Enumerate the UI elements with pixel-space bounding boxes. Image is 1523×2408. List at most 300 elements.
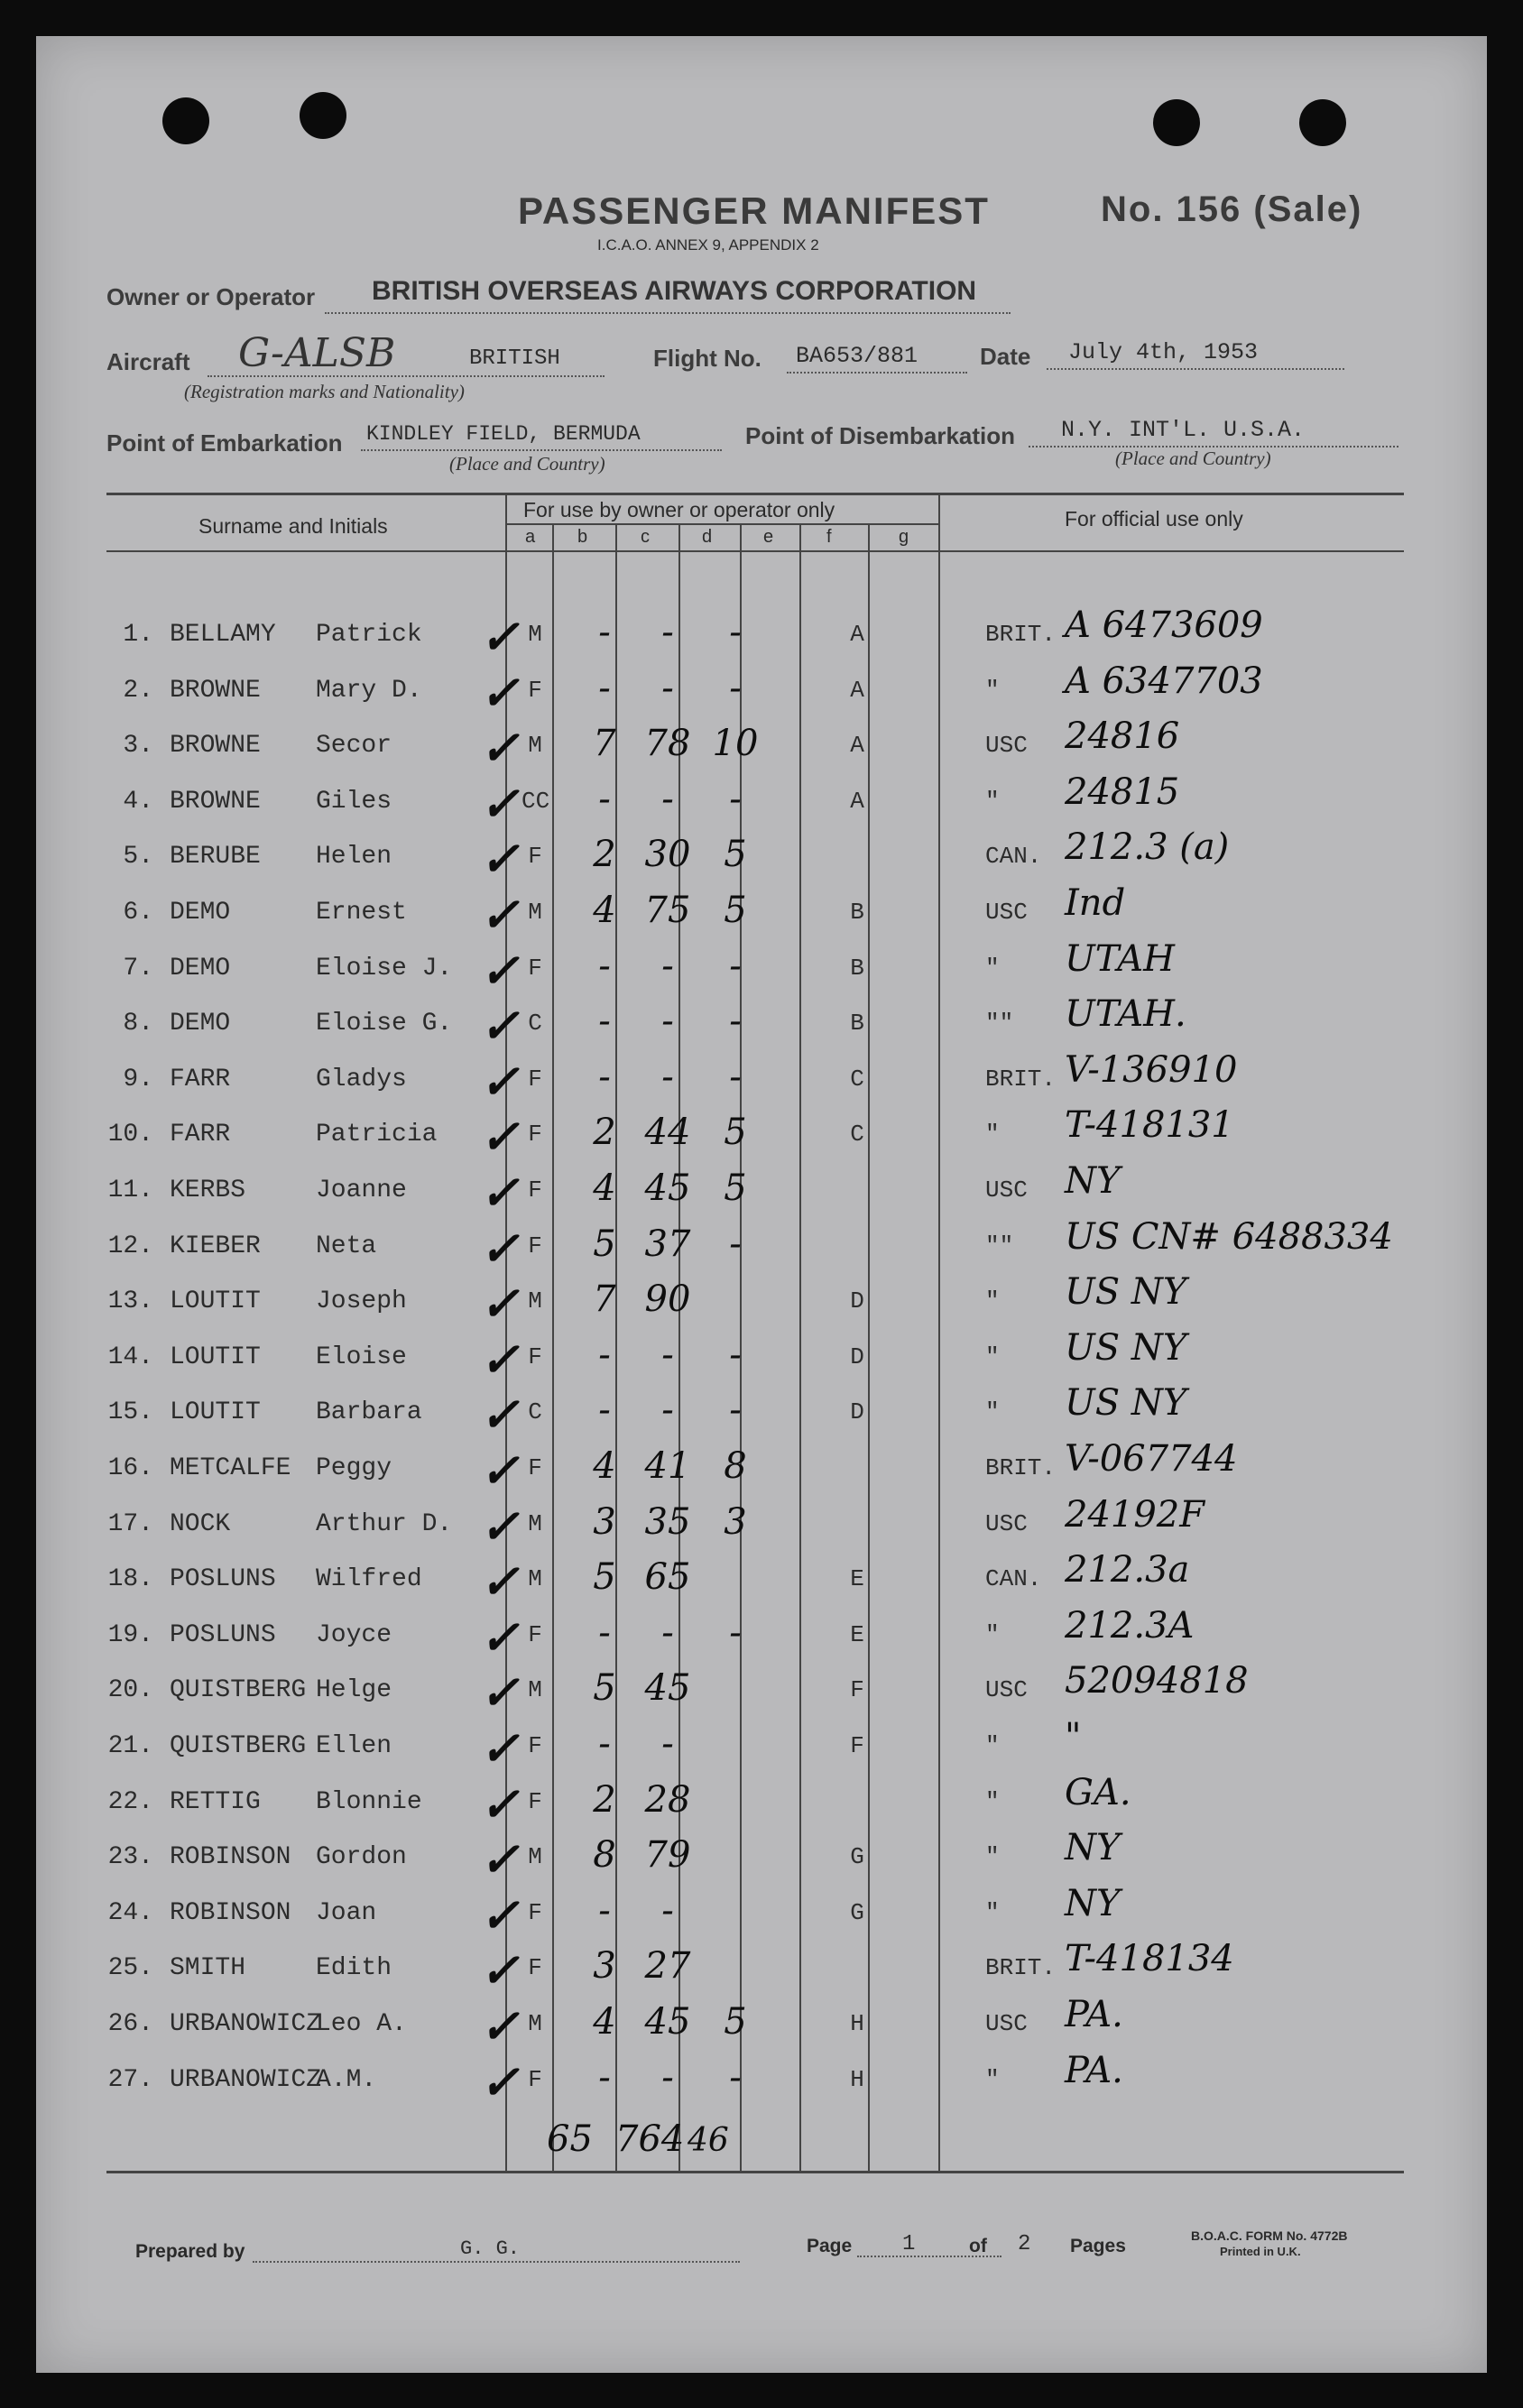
- subcol-g: g: [899, 527, 909, 547]
- passenger-initials: Mary D.: [316, 676, 422, 705]
- col-d-value: -: [729, 1222, 742, 1265]
- check-mark: ✓: [480, 1665, 520, 1721]
- col-b-value: -: [598, 1723, 611, 1765]
- official-typed-entry: ": [985, 954, 1000, 982]
- col-c-value: -: [661, 945, 674, 987]
- col-a-sex: M: [528, 1676, 542, 1704]
- col-c-value: -: [661, 1611, 674, 1654]
- col-f-group: B: [850, 954, 864, 982]
- passenger-initials: Neta: [316, 1232, 377, 1260]
- table-row: [36, 1660, 1487, 1732]
- passenger-surname: SMITH: [170, 1954, 246, 1983]
- official-typed-entry: ": [985, 1121, 1000, 1149]
- official-handwritten-entry: NY: [1065, 1882, 1121, 1924]
- col-f-group: H: [850, 2065, 864, 2093]
- check-mark: ✓: [480, 1721, 520, 1776]
- col-d-value: -: [729, 1389, 742, 1432]
- col-c-value: -: [661, 1389, 674, 1432]
- date-label: Date: [980, 343, 1031, 370]
- official-typed-entry: USC: [985, 1509, 1028, 1537]
- col-b-value: -: [598, 1056, 611, 1098]
- passenger-surname: BROWNE: [170, 787, 261, 816]
- row-number: 8.: [123, 1010, 153, 1038]
- col-d-value: -: [729, 667, 742, 709]
- passenger-initials: Patrick: [316, 621, 422, 649]
- col-a-sex: C: [528, 1398, 542, 1426]
- official-typed-entry: USC: [985, 732, 1028, 760]
- of-value: 2: [1018, 2232, 1031, 2256]
- row-number: 14.: [107, 1342, 153, 1371]
- passenger-initials: Helge: [316, 1676, 392, 1705]
- col-a-sex: M: [528, 1843, 542, 1871]
- official-column-header: For official use only: [1065, 507, 1243, 530]
- col-c-value: 27: [644, 1945, 691, 1988]
- check-mark: ✓: [480, 1999, 520, 2054]
- passenger-surname: BROWNE: [170, 676, 261, 705]
- subcol-a: a: [525, 527, 536, 547]
- official-typed-entry: CAN.: [985, 1565, 1042, 1593]
- check-mark: ✓: [480, 1332, 520, 1388]
- table-row: [36, 1882, 1487, 1955]
- official-typed-entry: ": [985, 1732, 1000, 1759]
- col-d-value: 10: [712, 723, 759, 765]
- official-handwritten-entry: NY: [1065, 1827, 1121, 1869]
- col-a-sex: F: [528, 1620, 542, 1648]
- col-b-value: 2: [593, 834, 616, 876]
- official-typed-entry: ": [985, 676, 1000, 704]
- col-b-value: 7: [593, 1278, 616, 1321]
- col-d-value: -: [729, 612, 742, 653]
- col-a-sex: M: [528, 2010, 542, 2037]
- disembarkation-value: N.Y. INT'L. U.S.A.: [1061, 417, 1306, 443]
- passenger-surname: BERUBE: [170, 843, 261, 872]
- passenger-surname: QUISTBERG: [170, 1732, 307, 1760]
- col-b-value: 4: [593, 2001, 616, 2043]
- col-b-value: 4: [593, 1445, 616, 1487]
- col-f-group: A: [850, 676, 864, 704]
- col-a-sex: F: [528, 1787, 542, 1815]
- passenger-initials: A.M.: [316, 2065, 377, 2094]
- official-typed-entry: ": [985, 1398, 1000, 1426]
- table-row: [36, 1827, 1487, 1899]
- official-typed-entry: ": [985, 1843, 1000, 1871]
- passenger-initials: Eloise: [316, 1342, 407, 1371]
- table-row: [36, 1493, 1487, 1566]
- official-handwritten-entry: US CN# 6488334: [1065, 1215, 1393, 1258]
- passenger-surname: POSLUNS: [170, 1620, 276, 1649]
- passenger-initials: Blonnie: [316, 1787, 422, 1816]
- official-typed-entry: ": [985, 787, 1000, 815]
- col-d-value: -: [729, 1611, 742, 1654]
- subcol-c: c: [641, 527, 650, 547]
- row-number: 21.: [107, 1732, 153, 1760]
- total-b: 65: [547, 2118, 593, 2160]
- col-c-value: 45: [644, 1667, 691, 1710]
- prepared-by-value: G. G.: [460, 2237, 521, 2260]
- official-typed-entry: BRIT.: [985, 1065, 1057, 1093]
- check-mark: ✓: [480, 1832, 520, 1888]
- col-a-sex: F: [528, 2065, 542, 2093]
- row-number: 25.: [107, 1954, 153, 1983]
- owner-label: Owner or Operator: [106, 283, 316, 310]
- col-c-value: 44: [644, 1112, 691, 1154]
- col-b-value: 5: [593, 1556, 616, 1599]
- row-number: 20.: [107, 1676, 153, 1705]
- col-c-value: -: [661, 778, 674, 820]
- aircraft-label: Aircraft: [106, 348, 190, 375]
- check-mark: ✓: [480, 1887, 520, 1943]
- subcol-f: f: [826, 527, 832, 547]
- col-d-value: 8: [724, 1445, 747, 1487]
- official-handwritten-entry: US NY: [1065, 1382, 1187, 1425]
- passenger-initials: Barbara: [316, 1398, 422, 1427]
- official-typed-entry: ": [985, 1287, 1000, 1315]
- passenger-surname: KERBS: [170, 1176, 246, 1204]
- official-typed-entry: ": [985, 1342, 1000, 1370]
- passenger-surname: LOUTIT: [170, 1398, 261, 1427]
- official-typed-entry: ": [985, 1898, 1000, 1926]
- check-mark: ✓: [480, 832, 520, 888]
- col-d-value: 5: [724, 1112, 747, 1154]
- row-number: 15.: [107, 1398, 153, 1427]
- passenger-surname: NOCK: [170, 1509, 231, 1538]
- col-d-value: 5: [724, 890, 747, 931]
- check-mark: ✓: [480, 1776, 520, 1832]
- col-b-value: 3: [593, 1500, 616, 1543]
- passenger-initials: Leo A.: [316, 2010, 407, 2038]
- col-c-value: 45: [644, 2001, 691, 2043]
- official-handwritten-entry: NY: [1065, 1160, 1121, 1202]
- col-c-value: 65: [644, 1556, 691, 1599]
- passenger-surname: DEMO: [170, 1010, 231, 1038]
- check-mark: ✓: [480, 1388, 520, 1444]
- col-b-value: 2: [593, 1778, 616, 1821]
- col-f-group: E: [850, 1565, 864, 1593]
- table-row: [36, 1215, 1487, 1288]
- row-number: 7.: [123, 954, 153, 983]
- official-handwritten-entry: T-418134: [1065, 1938, 1234, 1980]
- passenger-initials: Gladys: [316, 1065, 407, 1093]
- row-number: 4.: [123, 787, 153, 816]
- passenger-surname: FARR: [170, 1121, 231, 1149]
- col-c-value: -: [661, 1889, 674, 1932]
- aircraft-note: (Registration marks and Nationality): [184, 381, 465, 402]
- col-c-value: 35: [644, 1500, 691, 1543]
- date-dotline: [1047, 368, 1344, 370]
- row-number: 2.: [123, 676, 153, 705]
- official-handwritten-entry: GA.: [1065, 1771, 1131, 1813]
- official-handwritten-entry: US NY: [1065, 1326, 1187, 1369]
- col-c-value: -: [661, 1056, 674, 1098]
- col-b-value: -: [598, 2056, 611, 2099]
- col-f-group: G: [850, 1843, 864, 1871]
- owner-subheader-rule: [507, 523, 938, 525]
- col-b-value: 5: [593, 1667, 616, 1710]
- check-mark: ✓: [480, 776, 520, 832]
- col-f-group: H: [850, 2010, 864, 2037]
- aircraft-nationality: BRITISH: [469, 346, 560, 371]
- check-mark: ✓: [480, 1499, 520, 1555]
- col-a-sex: F: [528, 1065, 542, 1093]
- col-f-group: C: [850, 1121, 864, 1149]
- manifest-title: PASSENGER MANIFEST: [518, 189, 990, 232]
- passenger-surname: ROBINSON: [170, 1843, 291, 1872]
- col-a-sex: M: [528, 1287, 542, 1315]
- passenger-initials: Joanne: [316, 1176, 407, 1204]
- page-label: Page: [807, 2236, 853, 2256]
- official-handwritten-entry: Ind: [1065, 882, 1126, 924]
- official-handwritten-entry: UTAH.: [1065, 993, 1186, 1036]
- flight-label: Flight No.: [653, 345, 762, 372]
- col-b-value: -: [598, 778, 611, 820]
- col-c-value: 78: [644, 723, 691, 765]
- owner-dotline: [325, 312, 1011, 314]
- official-handwritten-entry: 212.3A: [1065, 1604, 1195, 1647]
- manifest-number: No. 156 (Sale): [1101, 189, 1363, 229]
- col-f-group: E: [850, 1620, 864, 1648]
- surname-column-header: Surname and Initials: [198, 514, 388, 538]
- col-f-group: A: [850, 621, 864, 648]
- official-handwritten-entry: 212.3a: [1065, 1549, 1190, 1591]
- col-b-value: 5: [593, 1222, 616, 1265]
- passenger-initials: Ellen: [316, 1732, 392, 1760]
- col-d-value: -: [729, 2056, 742, 2099]
- col-c-value: 75: [644, 890, 691, 931]
- col-a-sex: M: [528, 732, 542, 760]
- col-b-value: 8: [593, 1834, 616, 1877]
- form-printed-in: Printed in U.K.: [1220, 2245, 1301, 2258]
- col-b-value: -: [598, 612, 611, 653]
- passenger-initials: Edith: [316, 1954, 392, 1983]
- of-label: of: [969, 2236, 987, 2256]
- col-a-sex: F: [528, 1232, 542, 1259]
- passenger-surname: ROBINSON: [170, 1898, 291, 1927]
- official-typed-entry: CAN.: [985, 843, 1042, 871]
- row-number: 24.: [107, 1898, 153, 1927]
- official-typed-entry: ": [985, 1620, 1000, 1648]
- col-d-value: -: [729, 1056, 742, 1098]
- col-a-sex: F: [528, 843, 542, 871]
- aircraft-registration: G-ALSB: [238, 330, 396, 376]
- official-handwritten-entry: 24815: [1065, 770, 1180, 813]
- official-typed-entry: BRIT.: [985, 1954, 1057, 1982]
- row-number: 5.: [123, 843, 153, 872]
- passenger-surname: LOUTIT: [170, 1342, 261, 1371]
- pages-label: Pages: [1070, 2236, 1126, 2256]
- official-typed-entry: ": [985, 2065, 1000, 2093]
- row-number: 23.: [107, 1843, 153, 1872]
- check-mark: ✓: [480, 2054, 520, 2110]
- official-typed-entry: "": [985, 1232, 1014, 1259]
- col-a-sex: M: [528, 899, 542, 926]
- col-f-group: F: [850, 1732, 864, 1759]
- official-handwritten-entry: 212.3 (a): [1065, 826, 1230, 869]
- date-value: July 4th, 1953: [1068, 339, 1259, 365]
- passenger-initials: Joyce: [316, 1620, 392, 1649]
- embarkation-value: KINDLEY FIELD, BERMUDA: [366, 422, 641, 446]
- col-b-value: 3: [593, 1945, 616, 1988]
- col-f-group: G: [850, 1898, 864, 1926]
- official-typed-entry: "": [985, 1010, 1014, 1038]
- col-b-value: -: [598, 1389, 611, 1432]
- passenger-initials: Eloise G.: [316, 1010, 453, 1038]
- col-f-group: D: [850, 1398, 864, 1426]
- check-mark: ✓: [480, 943, 520, 999]
- form-number: B.O.A.C. FORM No. 4772B: [1191, 2228, 1348, 2243]
- row-number: 12.: [107, 1232, 153, 1260]
- official-typed-entry: USC: [985, 1676, 1028, 1704]
- official-typed-entry: USC: [985, 2010, 1028, 2037]
- col-d-value: 5: [724, 834, 747, 876]
- col-a-sex: M: [528, 1565, 542, 1593]
- passenger-surname: URBANOWICZ: [170, 2065, 322, 2094]
- passenger-initials: Eloise J.: [316, 954, 453, 983]
- official-handwritten-entry: 52094818: [1065, 1660, 1249, 1702]
- col-c-value: 45: [644, 1167, 691, 1209]
- table-row: [36, 1716, 1487, 1788]
- check-mark: ✓: [480, 1277, 520, 1333]
- col-b-value: 7: [593, 723, 616, 765]
- col-b-value: 2: [593, 1112, 616, 1154]
- col-d-value: 5: [724, 1167, 747, 1209]
- owner-value: BRITISH OVERSEAS AIRWAYS CORPORATION: [372, 276, 977, 306]
- passenger-surname: KIEBER: [170, 1232, 261, 1260]
- row-number: 11.: [107, 1176, 153, 1204]
- passenger-initials: Joan: [316, 1898, 377, 1927]
- official-handwritten-entry: 24192F: [1065, 1493, 1205, 1536]
- passenger-initials: Peggy: [316, 1454, 392, 1482]
- col-d-value: -: [729, 778, 742, 820]
- subcol-b: b: [577, 527, 588, 547]
- check-mark: ✓: [480, 1166, 520, 1221]
- punch-hole-left-1: [162, 97, 209, 144]
- embarkation-note: (Place and Country): [449, 453, 605, 475]
- col-c-value: 79: [644, 1834, 691, 1877]
- row-number: 9.: [123, 1065, 153, 1093]
- official-handwritten-entry: UTAH: [1065, 937, 1175, 980]
- passenger-surname: DEMO: [170, 899, 231, 927]
- col-c-value: 28: [644, 1778, 691, 1821]
- official-handwritten-entry: 24816: [1065, 715, 1180, 758]
- col-a-sex: F: [528, 676, 542, 704]
- check-mark: ✓: [480, 999, 520, 1055]
- subcol-d: d: [702, 527, 713, 547]
- passenger-surname: BELLAMY: [170, 621, 276, 649]
- table-row: [36, 1604, 1487, 1677]
- col-d-value: -: [729, 1001, 742, 1043]
- col-a-sex: F: [528, 1121, 542, 1149]
- official-handwritten-entry: ": [1065, 1716, 1082, 1758]
- col-a-sex: M: [528, 1509, 542, 1537]
- official-handwritten-entry: V-067744: [1065, 1438, 1238, 1480]
- official-typed-entry: USC: [985, 899, 1028, 926]
- row-number: 6.: [123, 899, 153, 927]
- col-c-value: -: [661, 612, 674, 653]
- col-a-sex: F: [528, 1954, 542, 1982]
- col-f-group: A: [850, 732, 864, 760]
- official-handwritten-entry: PA.: [1065, 2049, 1123, 2091]
- col-c-value: 41: [644, 1445, 691, 1487]
- col-c-value: -: [661, 1723, 674, 1765]
- disembarkation-note: (Place and Country): [1115, 447, 1271, 469]
- passenger-initials: Gordon: [316, 1843, 407, 1872]
- col-a-sex: F: [528, 1732, 542, 1759]
- col-f-group: F: [850, 1676, 864, 1704]
- col-b-value: -: [598, 1001, 611, 1043]
- col-b-value: 4: [593, 890, 616, 931]
- check-mark: ✓: [480, 1221, 520, 1277]
- official-typed-entry: USC: [985, 1176, 1028, 1204]
- col-b-value: -: [598, 667, 611, 709]
- col-c-value: 90: [644, 1278, 691, 1321]
- punch-hole-right-1: [1153, 99, 1200, 146]
- passenger-surname: METCALFE: [170, 1454, 291, 1482]
- row-number: 1.: [123, 621, 153, 649]
- col-f-group: B: [850, 1010, 864, 1038]
- check-mark: ✓: [480, 1610, 520, 1665]
- official-typed-entry: ": [985, 1787, 1000, 1815]
- col-b-value: -: [598, 1889, 611, 1932]
- col-a-sex: F: [528, 1454, 542, 1481]
- row-number: 13.: [107, 1287, 153, 1316]
- col-d-value: -: [729, 1333, 742, 1376]
- official-typed-entry: BRIT.: [985, 1454, 1057, 1481]
- col-d-value: 5: [724, 2001, 747, 2043]
- official-handwritten-entry: V-136910: [1065, 1048, 1238, 1091]
- check-mark: ✓: [480, 1943, 520, 1999]
- embarkation-dotline: [361, 449, 722, 451]
- check-mark: ✓: [480, 610, 520, 665]
- check-mark: ✓: [480, 721, 520, 777]
- manifest-subtitle: I.C.A.O. ANNEX 9, APPENDIX 2: [597, 236, 819, 254]
- passenger-initials: Arthur D.: [316, 1509, 453, 1538]
- passenger-initials: Wilfred: [316, 1565, 422, 1594]
- passenger-initials: Patricia: [316, 1121, 438, 1149]
- passenger-initials: Secor: [316, 732, 392, 761]
- check-mark: ✓: [480, 1054, 520, 1110]
- aircraft-dotline: [208, 375, 605, 377]
- passenger-initials: Ernest: [316, 899, 407, 927]
- official-typed-entry: BRIT.: [985, 621, 1057, 648]
- check-mark: ✓: [480, 888, 520, 943]
- col-c-value: -: [661, 1333, 674, 1376]
- manifest-sheet: [36, 36, 1487, 2373]
- official-handwritten-entry: PA.: [1065, 1994, 1123, 2035]
- passenger-initials: Helen: [316, 843, 392, 872]
- official-handwritten-entry: US NY: [1065, 1271, 1187, 1314]
- passenger-surname: BROWNE: [170, 732, 261, 761]
- passenger-initials: Joseph: [316, 1287, 407, 1316]
- col-a-sex: F: [528, 1342, 542, 1370]
- row-number: 18.: [107, 1565, 153, 1594]
- check-mark: ✓: [480, 1555, 520, 1610]
- col-c-value: 30: [644, 834, 691, 876]
- col-c-value: -: [661, 667, 674, 709]
- total-c: 764: [615, 2118, 685, 2160]
- col-a-sex: CC: [522, 787, 550, 815]
- col-f-group: B: [850, 899, 864, 926]
- col-f-group: C: [850, 1065, 864, 1093]
- official-handwritten-entry: A 6347703: [1065, 660, 1263, 702]
- passenger-surname: FARR: [170, 1065, 231, 1093]
- row-number: 22.: [107, 1787, 153, 1816]
- passenger-surname: RETTIG: [170, 1787, 261, 1816]
- col-a-sex: F: [528, 954, 542, 982]
- page-value: 1: [902, 2232, 916, 2256]
- col-c-value: -: [661, 2056, 674, 2099]
- col-a-sex: F: [528, 1898, 542, 1926]
- col-f-group: D: [850, 1342, 864, 1370]
